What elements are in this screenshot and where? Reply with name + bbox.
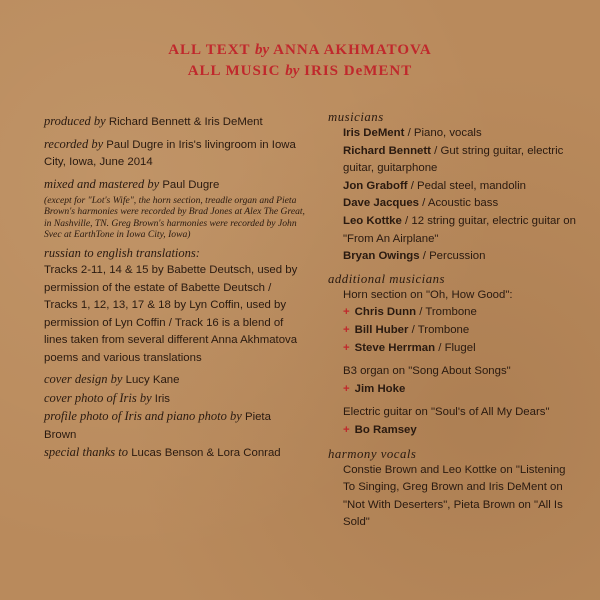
musician-role: / 12 string guitar, electric guitar on "From An Airplane" xyxy=(343,214,576,245)
produced-credit xyxy=(44,113,306,132)
horn-name: Steve Herrman xyxy=(354,341,436,354)
recorded-label: recorded by xyxy=(44,136,104,151)
produced-value: Richard Bennett & Iris DeMent xyxy=(108,116,263,128)
organ-name: Jim Hoke xyxy=(354,382,406,395)
plus-icon: + xyxy=(343,341,350,354)
mixed-value: Paul Dugre xyxy=(162,178,220,191)
horn-role: / Flugel xyxy=(435,341,476,354)
musician-entry xyxy=(328,248,578,266)
profile-photo-label: profile photo of Iris and piano photo by xyxy=(44,409,242,424)
profile-photo-credit xyxy=(44,408,306,444)
profile-photo-value: Pieta Brown xyxy=(44,411,271,441)
organ-intro: B3 organ on "Song About Songs" xyxy=(343,365,511,378)
header-text-credit xyxy=(0,40,600,61)
header-by: by xyxy=(285,63,300,79)
produced-label: produced by xyxy=(44,114,106,128)
plus-icon: + xyxy=(343,323,350,336)
header-music-credit xyxy=(0,61,600,82)
thanks-value: Lucas Benson & Lora Conrad xyxy=(131,447,281,460)
recorded-credit xyxy=(44,136,306,172)
cover-design-label: cover design by xyxy=(44,372,123,387)
musician-role: / Acoustic bass xyxy=(419,197,499,210)
cover-design-credit xyxy=(44,371,306,390)
cover-photo-credit xyxy=(44,390,306,409)
horn-role: / Trombone xyxy=(408,323,470,336)
header xyxy=(0,40,600,82)
horn-entry xyxy=(328,322,578,340)
mixed-label: mixed and mastered by xyxy=(44,176,160,191)
musician-entry xyxy=(328,143,578,178)
header-by: by xyxy=(255,42,270,58)
horn-intro: Horn section on "Oh, How Good": xyxy=(343,288,513,301)
musician-name: Bryan Owings xyxy=(343,250,420,263)
guitar-intro: Electric guitar on "Soul's of All My Dears" xyxy=(343,406,550,419)
musician-role: / Piano, vocals xyxy=(404,127,482,139)
mixed-credit xyxy=(44,176,306,195)
horn-role: / Trombone xyxy=(416,306,477,319)
header-label-text: ALL TEXT xyxy=(168,42,251,58)
musician-entry xyxy=(328,195,578,213)
plus-icon: + xyxy=(343,423,350,436)
header-composer: IRIS DeMENT xyxy=(304,63,413,79)
musician-name: Jon Graboff xyxy=(343,179,408,192)
plus-icon: + xyxy=(343,306,350,319)
horn-entry xyxy=(328,340,578,358)
harmony-heading: harmony vocals xyxy=(328,446,417,461)
plus-icon: + xyxy=(343,382,350,395)
horn-name: Chris Dunn xyxy=(354,306,417,319)
header-label-music: ALL MUSIC xyxy=(187,63,281,79)
musician-name: Leo Kottke xyxy=(343,214,402,227)
guitar-entry xyxy=(328,422,578,440)
cover-design-value: Lucy Kane xyxy=(125,374,180,387)
harmony-text: Constie Brown and Leo Kottke on "Listening To Singing, Greg Brown and Iris DeMent on "Not With Deserters", Pieta Brown on "All Is Sold" xyxy=(343,463,566,529)
cover-photo-label: cover photo of Iris by xyxy=(44,390,152,405)
guitar-name: Bo Ramsey xyxy=(354,423,417,436)
horn-entry xyxy=(328,304,578,322)
recorded-value: Paul Dugre in Iris's livingroom in Iowa City, Iowa, June 2014 xyxy=(44,138,296,168)
translations-label: russian to english translations: xyxy=(44,245,200,260)
musicians-list xyxy=(328,125,578,266)
organ-entry xyxy=(328,381,578,399)
horn-name: Bill Huber xyxy=(354,323,409,336)
cover-photo-value: Iris xyxy=(154,392,170,405)
translations-credit xyxy=(44,245,306,368)
thanks-credit xyxy=(44,444,306,463)
additional-heading: additional musicians xyxy=(328,271,445,286)
musician-name: Dave Jacques xyxy=(343,197,419,210)
musician-role: / Percussion xyxy=(419,250,486,263)
translations-value: Tracks 2-11, 14 & 15 by Babette Deutsch, used by permission of the estate of Babette Deutsch / Tracks 1, 12, 13, 17 & 18 by Lyn Coffin, used by permission of Lyn Coffin / Track 16 is a blend of lines taken from several different Anna Akhmatova poems and various translations xyxy=(44,264,298,364)
musician-name: Richard Bennett xyxy=(343,144,431,157)
header-author: ANNA AKHMATOVA xyxy=(273,42,432,58)
musicians-heading: musicians xyxy=(328,110,384,124)
musician-name: Iris DeMent xyxy=(343,127,405,139)
musician-role: / Gut string guitar, electric guitar, guitarphone xyxy=(343,144,564,175)
musician-entry xyxy=(328,213,578,248)
credits-column xyxy=(44,113,306,463)
musician-entry xyxy=(328,178,578,196)
musician-role: / Pedal steel, mandolin xyxy=(407,179,526,192)
musicians-column xyxy=(328,109,578,532)
musician-entry xyxy=(328,125,578,143)
thanks-label: special thanks to xyxy=(44,445,129,460)
mixed-note: (except for "Lot's Wife", the horn section, treadle organ and Pieta Brown's harmonies were recorded by Brad Jones at Alex The Great, in Nashville, TN. Greg Brown's harmonies were recorded by John Svec at EarthTone in Iowa City, Iowa) xyxy=(44,195,305,241)
